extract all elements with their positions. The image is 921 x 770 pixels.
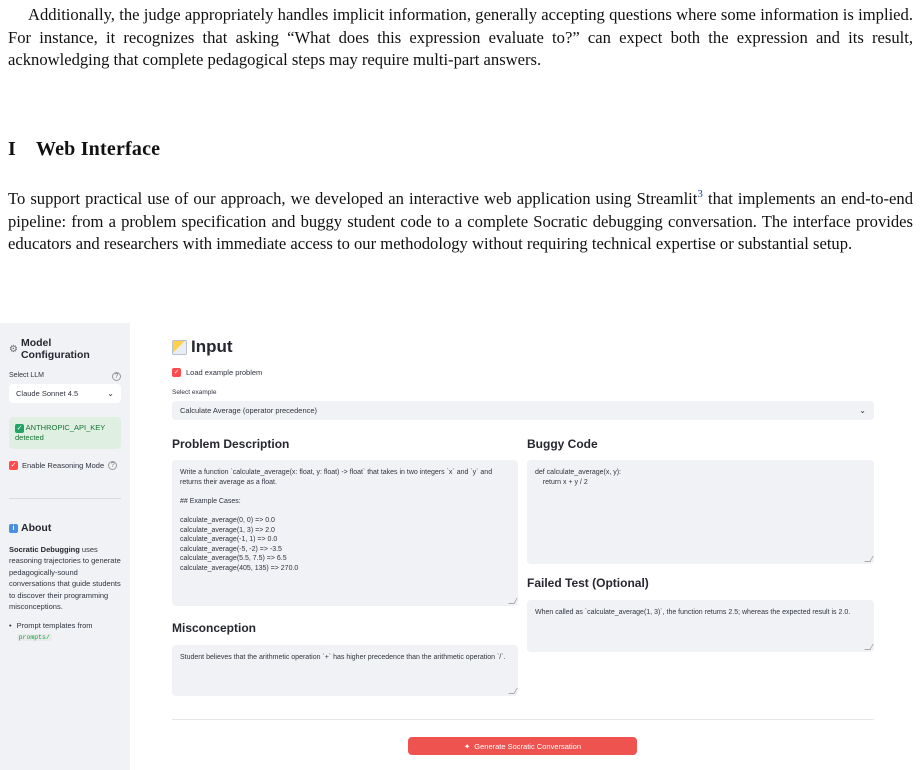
paragraph-judge: Additionally, the judge appropriately handles implicit information, generally accepting questions where some information is implied. For instance, it recognizes that asking “What does this expression evaluate to?” can expect both the expression and its result, acknowledging that complete pedagogical steps may require multi-part answers.	[8, 5, 913, 70]
example-select[interactable]	[172, 401, 874, 420]
about-heading	[9, 522, 121, 534]
chevron-down-icon: ⌄	[107, 389, 114, 398]
sidebar	[0, 323, 130, 770]
llm-select[interactable]	[9, 384, 121, 403]
load-example-checkbox[interactable]	[172, 368, 262, 377]
bullet-icon: •	[9, 621, 12, 631]
section-number: I	[8, 138, 16, 160]
misconception-textarea[interactable]: Student believes that the arithmetic operation `+` has higher precedence than the arithmetic operation `/`.	[172, 645, 518, 696]
list-item	[9, 620, 121, 643]
check-icon: ✓	[16, 424, 23, 432]
load-example-label: Load example problem	[186, 368, 263, 377]
paragraph-web-interface	[8, 188, 913, 256]
failed-test-textarea[interactable]: When called as `calculate_average(1, 3)`, the function returns 2.5; whereas the expected result is 2.0.	[527, 600, 874, 652]
buggy-code-textarea[interactable]: def calculate_average(x, y): return x + y / 2	[527, 460, 874, 564]
page-title	[172, 337, 233, 357]
divider	[172, 719, 874, 720]
memo-icon	[172, 340, 187, 355]
info-icon: i	[9, 524, 18, 533]
page-title-text: Input	[191, 337, 233, 356]
reasoning-mode-checkbox[interactable]	[9, 461, 121, 470]
api-key-status-text: ANTHROPIC_API_KEY detected	[15, 423, 106, 442]
prompts-path-code: prompts/	[18, 634, 50, 642]
model-config-title: Model Configuration	[20, 337, 90, 361]
select-llm-label: Select LLM	[9, 372, 45, 379]
api-key-status-badge	[9, 417, 121, 449]
problem-description-heading: Problem Description	[172, 437, 290, 451]
section-heading	[8, 138, 160, 161]
example-select-value: Calculate Average (operator precedence)	[180, 406, 318, 415]
misconception-heading: Misconception	[172, 621, 257, 635]
help-icon[interactable]: ?	[112, 372, 121, 381]
paragraph-text-start: To support practical use of our approach, we developed an interactive web application using Streamlit	[8, 189, 698, 208]
model-config-heading	[9, 337, 121, 361]
buggy-code-heading: Buggy Code	[527, 437, 598, 451]
reasoning-mode-label: Enable Reasoning Mode	[22, 461, 105, 470]
sidebar-divider	[9, 498, 121, 499]
gear-icon: ⚙	[9, 343, 18, 355]
about-title: About	[21, 522, 52, 534]
problem-description-textarea[interactable]: Write a function `calculate_average(x: float, y: float) -> float` that takes in two integers `x` and `y` and returns their average as a float. ## Example Cases: calculate_average(0, 0) => 0.0 calculate_average(1, 3) => 2.0 calculate_average(-1, 1) => 0.0 calculate_average(-5, -2) => -3.5 calculate_average(5.5, 7.5) => 6.5 calculate_average(405, 135) => 270.0	[172, 460, 518, 606]
help-icon[interactable]: ?	[108, 461, 117, 470]
about-body-text: uses reasoning trajectories to generate pedagogically-sound conversations that guide students to discover their programming misconceptions.	[9, 545, 121, 612]
generate-button-label: Generate Socratic Conversation	[474, 741, 582, 751]
main-panel	[172, 323, 874, 770]
paragraph-text-end: that implements an end-to-end pipeline: from a problem specification and buggy student code to a complete Socratic debugging conversation. The interface provides educators and researchers with immediate access to our methodology without requiring technical expertise or substantial setup.	[8, 189, 913, 254]
select-llm-label-row	[9, 372, 121, 381]
chevron-down-icon: ⌄	[859, 406, 866, 415]
failed-test-heading: Failed Test (Optional)	[527, 576, 649, 590]
generate-conversation-button[interactable]	[408, 737, 637, 755]
checkbox-checked-icon[interactable]: ✓	[10, 462, 17, 469]
app-screenshot-figure	[0, 323, 921, 770]
footnote-link[interactable]: 3	[697, 188, 703, 200]
select-example-label: Select example	[172, 389, 217, 396]
section-title: Web Interface	[36, 138, 161, 160]
sparkle-icon: ✦	[463, 741, 471, 751]
llm-select-value: Claude Sonnet 4.5	[16, 389, 79, 398]
checkbox-checked-icon[interactable]: ✓	[173, 369, 180, 376]
about-bold-text: Socratic Debugging	[9, 545, 80, 554]
about-description	[9, 544, 121, 612]
bullet-text: Prompt templates from	[16, 621, 93, 631]
